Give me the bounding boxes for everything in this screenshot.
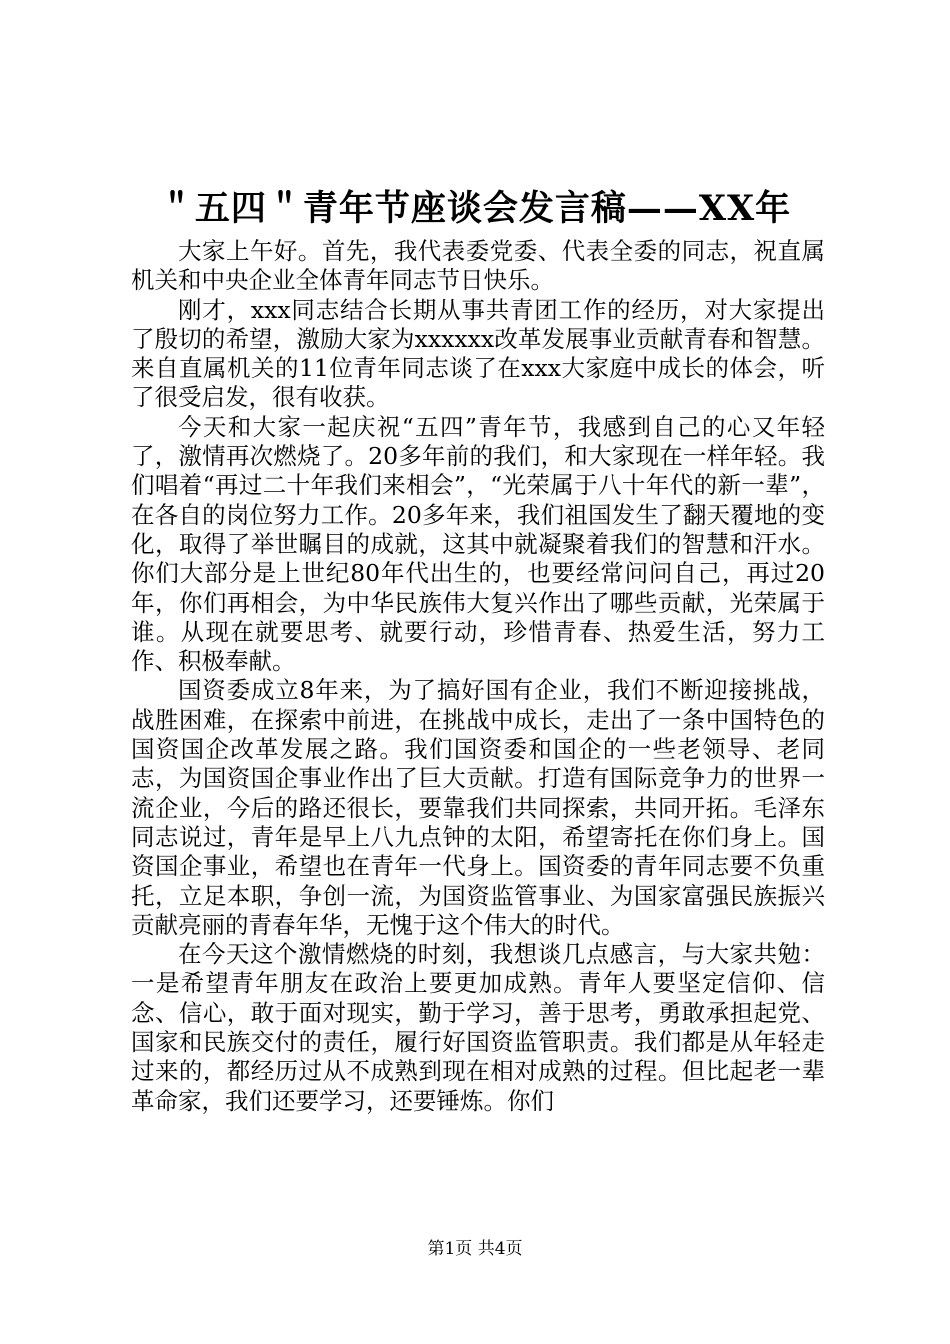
- paragraph: 国资委成立8年来，为了搞好国有企业，我们不断迎接挑战，战胜困难，在探索中前进，在挑战中成长，走出了一条中国特色的国资国企改革发展之路。我们国资委和国企的一些老领导、老同志，为国资国企事业作出了巨大贡献。打造有国际竞争力的世界一流企业，今后的路还很长，要靠我们共同探索，共同开拓。毛泽东同志说过，青年是早上八九点钟的太阳，希望寄托在你们身上。国资国企事业，希望也在青年一代身上。国资委的青年同志要不负重托，立足本职，争创一流，为国资监管事业、为国家富强民族振兴贡献亮丽的青春年华，无愧于这个伟大的时代。: [131, 676, 825, 939]
- paragraph: 刚才，xxx同志结合长期从事共青团工作的经历，对大家提出了殷切的希望，激励大家为xxxxxx改革发展事业贡献青春和智慧。来自直属机关的11位青年同志谈了在xxx大家庭中成长的体会，听了很受启发，很有收获。: [131, 295, 825, 412]
- paragraph: 大家上午好。首先，我代表委党委、代表全委的同志，祝直属机关和中央企业全体青年同志节日快乐。: [131, 237, 825, 295]
- page-title: ＂五四＂青年节座谈会发言稿——XX年: [158, 188, 792, 229]
- page-footer: 第1页 共4页: [427, 1239, 523, 1259]
- paragraph: 今天和大家一起庆祝“五四”青年节，我感到自己的心又年轻了，激情再次燃烧了。20多年前的我们，和大家现在一样年轻。我们唱着“再过二十年我们来相会”，“光荣属于八十年代的新一辈”，在各自的岗位努力工作。20多年来，我们祖国发生了翻天覆地的变化，取得了举世瞩目的成就，这其中就凝聚着我们的智慧和汗水。你们大部分是上世纪80年代出生的，也要经常问问自己，再过20年，你们再相会，为中华民族伟大复兴作出了哪些贡献，光荣属于谁。从现在就要思考、就要行动，珍惜青春、热爱生活，努力工作、积极奉献。: [131, 412, 825, 676]
- document-body: [131, 237, 825, 1116]
- paragraph: 在今天这个激情燃烧的时刻，我想谈几点感言，与大家共勉：一是希望青年朋友在政治上要更加成熟。青年人要坚定信仰、信念、信心，敢于面对现实，勤于学习，善于思考，勇敢承担起党、国家和民族交付的责任，履行好国资监管职责。我们都是从年轻走过来的，都经历过从不成熟到现在相对成熟的过程。但比起老一辈革命家，我们还要学习，还要锤炼。你们: [131, 940, 825, 1115]
